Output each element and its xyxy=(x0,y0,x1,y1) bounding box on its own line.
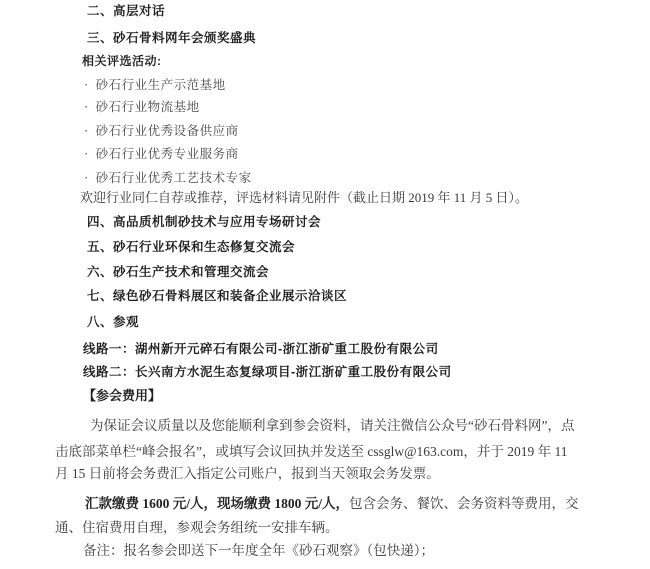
fees-section-title: 【参会费用】 xyxy=(83,388,162,403)
bullet-dot-icon: · xyxy=(84,171,89,185)
award-item-label: 砂石行业生产示范基地 xyxy=(95,78,226,92)
award-item-label: 砂石行业物流基地 xyxy=(95,100,200,114)
heading-high-level-dialogue: 二、高层对话 xyxy=(87,4,166,18)
visit-route-two: 线路二：长兴南方水泥生态复绿项目-浙江浙矿重工股份有限公司 xyxy=(83,365,452,379)
heading-eco-restoration-exchange: 五、砂石行业环保和生态修复交流会 xyxy=(87,240,296,254)
payment-fee-bold-lead: 汇款缴费 1600 元/人，现场缴费 1800 元/人， xyxy=(85,496,350,511)
award-item-equipment-supplier xyxy=(84,124,239,138)
heading-manufactured-sand-seminar: 四、高品质机制砂技术与应用专场研讨会 xyxy=(87,215,322,229)
remark-line: 备注：报名参会即送下一年度全年《砂石观察》（包快递）； xyxy=(83,543,434,558)
heading-production-management-exchange: 六、砂石生产技术和管理交流会 xyxy=(87,265,270,279)
bullet-dot-icon: · xyxy=(84,147,89,161)
award-item-label: 砂石行业优秀工艺技术专家 xyxy=(95,171,252,185)
payment-paragraph-line-2: 通、住宿费用自理，参观会务组统一安排车辆。 xyxy=(55,520,339,535)
registration-paragraph-line-2: 击底部菜单栏“峰会报名”，或填写会议回执并发送至 cssglw@163.com，并于 2019 年 11 xyxy=(55,444,568,459)
award-item-technology-expert xyxy=(84,171,252,185)
heading-site-visit: 八、参观 xyxy=(87,315,140,329)
bullet-dot-icon: · xyxy=(84,100,89,114)
heading-awards-ceremony: 三、砂石骨料网年会颁奖盛典 xyxy=(87,31,257,45)
welcome-note: 欢迎行业同仁自荐或推荐，评选材料请见附件（截止日期 2019 年 11 月 5 日）。 xyxy=(80,190,529,205)
heading-green-aggregate-expo: 七、绿色砂石骨料展区和装备企业展示洽谈区 xyxy=(87,289,348,303)
award-item-logistics-base xyxy=(84,100,200,114)
registration-paragraph-line-3: 月 15 日前将会务费汇入指定公司账户，报到当天领取会务发票。 xyxy=(55,466,440,481)
award-item-label: 砂石行业优秀专业服务商 xyxy=(95,147,239,161)
award-item-label: 砂石行业优秀设备供应商 xyxy=(95,124,239,138)
visit-route-one: 线路一：湖州新开元碎石有限公司-浙江浙矿重工股份有限公司 xyxy=(83,342,439,356)
bullet-dot-icon: · xyxy=(84,78,89,92)
payment-paragraph-line-1 xyxy=(85,496,579,512)
registration-paragraph-line-1: 为保证会议质量以及您能顺利拿到参会资料，请关注微信公众号“砂石骨料网”，点 xyxy=(90,418,575,433)
award-item-service-provider xyxy=(84,147,239,161)
related-activities-label: 相关评选活动: xyxy=(82,54,162,68)
award-item-production-base xyxy=(84,78,226,92)
bullet-dot-icon: · xyxy=(84,124,89,138)
payment-line-1-rest: 包含会务、餐饮、会务资料等费用，交 xyxy=(349,496,579,511)
